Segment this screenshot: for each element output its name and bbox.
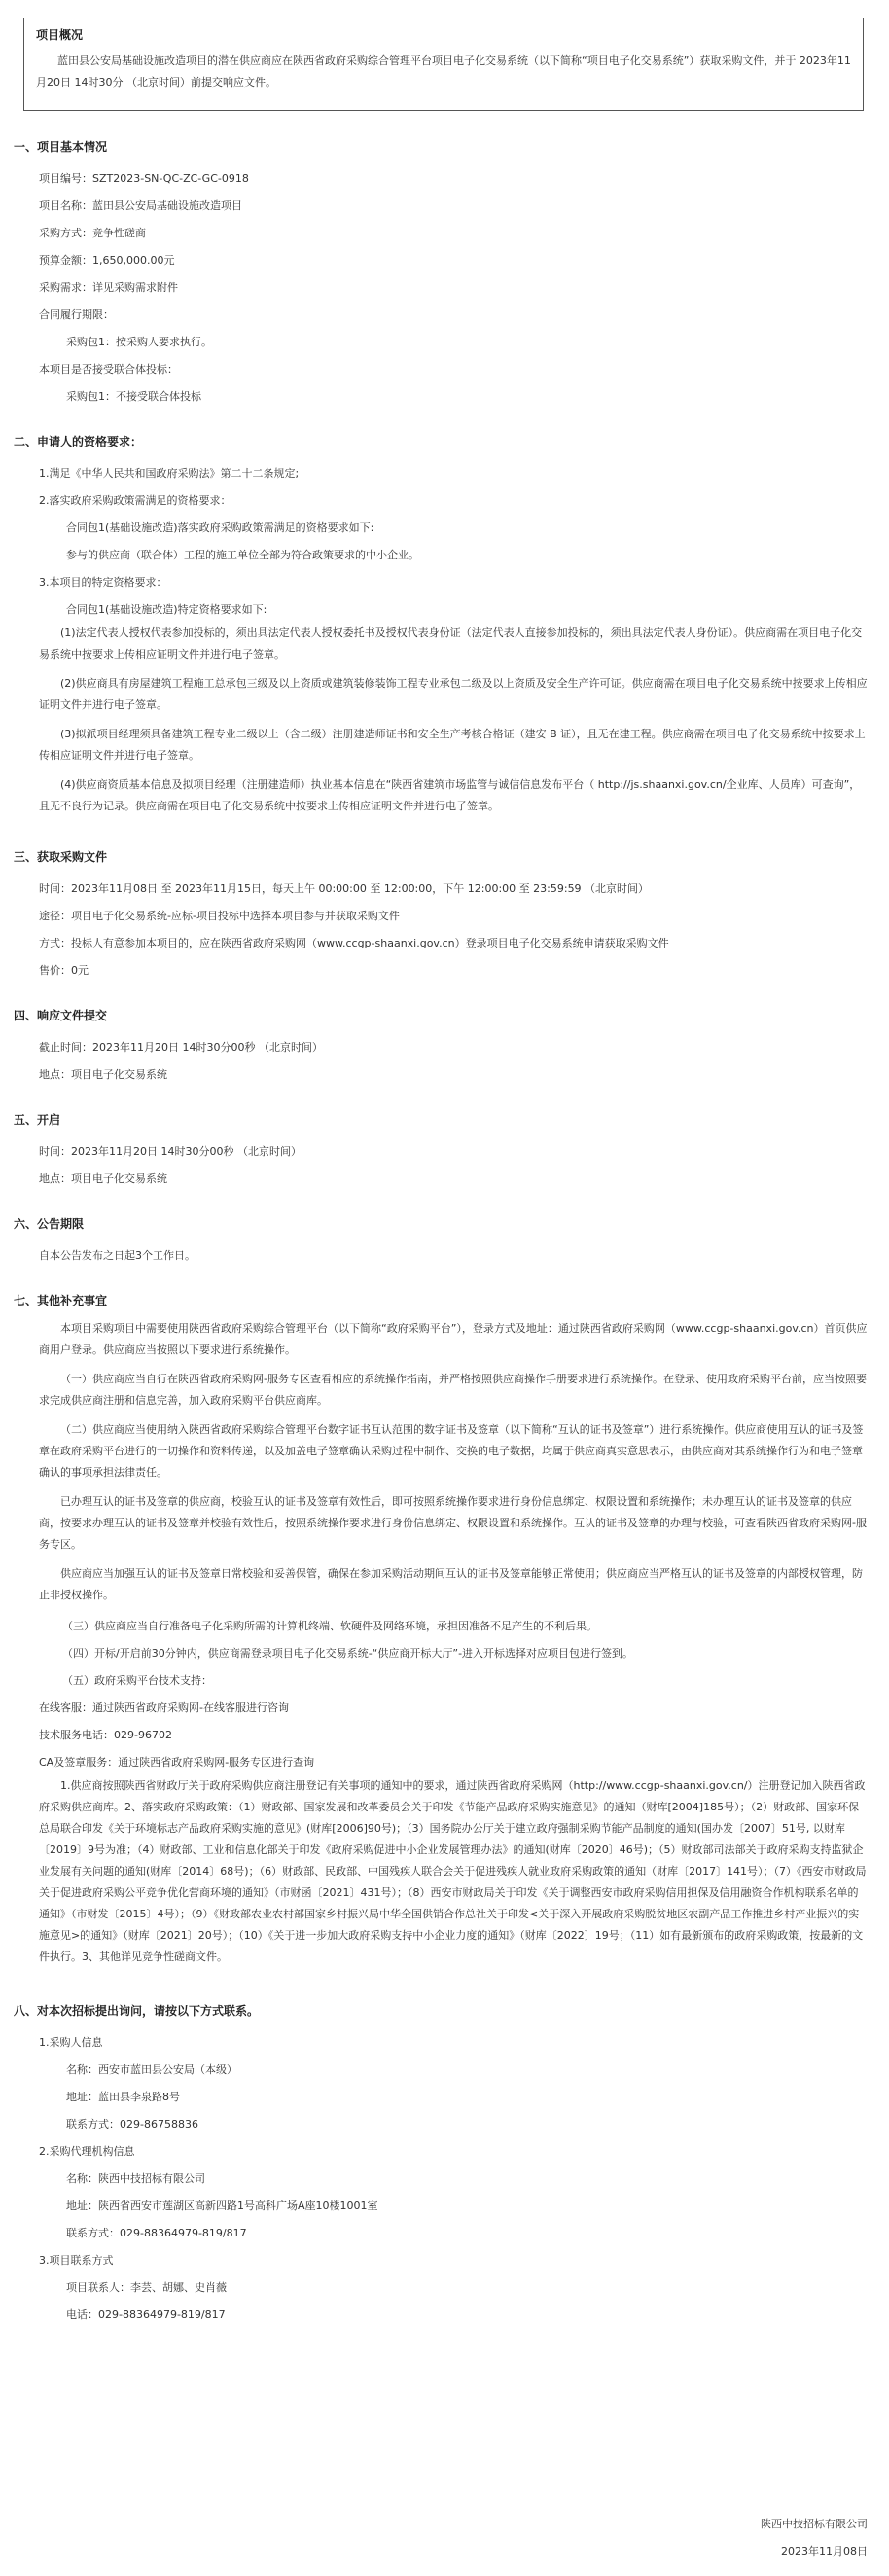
support-line: CA及签章服务：通过陕西省政府采购网-服务专区进行查询 bbox=[39, 1756, 315, 1769]
contact-line: 联系方式：029-88364979-819/817 bbox=[66, 2227, 247, 2239]
other-paragraph: 供应商应当加强互认的证书及签章日常校验和妥善保管，确保在参加采购活动期间互认的证书及签章能够正常使用；供应商应当严格互认的证书及签章的内部授权管理，防止非授权操作。 bbox=[39, 1567, 863, 1601]
info-line: 采购包1：按采购人要求执行。 bbox=[66, 336, 212, 348]
contact-heading: 2.采购代理机构信息 bbox=[39, 2145, 135, 2158]
other-line: （五）政府采购平台技术支持： bbox=[62, 1674, 212, 1687]
overview-title: 项目概况 bbox=[36, 28, 84, 42]
section-title-contact: 八、对本次招标提出询问，请按以下方式联系。 bbox=[14, 2004, 260, 2018]
project-overview-box bbox=[23, 18, 864, 111]
qualification-line: 参与的供应商（联合体）工程的施工单位全部为符合政策要求的中小企业。 bbox=[66, 549, 419, 561]
other-paragraph: （一）供应商应当自行在陕西省政府采购网-服务专区查看相应的系统操作指南，并严格按照供应商操作手册要求进行系统操作。在登录、使用政府采购平台前，应当按照要求完成供应商注册和信息完善，加入政府采购平台供应商库。 bbox=[39, 1373, 867, 1407]
support-line: 在线客服：通过陕西省政府采购网-在线客服进行咨询 bbox=[39, 1701, 289, 1714]
qualification-paragraph: (3)拟派项目经理须具备建筑工程专业二级以上（含二级）注册建造师证书和安全生产考核合格证（建安 B 证），且无在建工程。供应商需在项目电子化交易系统中按要求上传相应证明文件并进行电子签章。 bbox=[39, 728, 866, 762]
section-title-qualifications: 二、申请人的资格要求： bbox=[14, 435, 143, 448]
section-title-submission: 四、响应文件提交 bbox=[14, 1009, 108, 1022]
support-line: 技术服务电话：029-96702 bbox=[39, 1729, 172, 1741]
qualification-line: 2.落实政府采购政策需满足的资格要求： bbox=[39, 494, 231, 507]
other-line: （四）开标/开启前30分钟内，供应商需登录项目电子化交易系统-“供应商开标大厅”-进入开标选择对应项目包进行签到。 bbox=[62, 1647, 634, 1660]
qualification-paragraph: (2)供应商具有房屋建筑工程施工总承包三级及以上资质或建筑装修装饰工程专业承包二级及以上资质及安全生产许可证。供应商需在项目电子化交易系统中按要求上传相应证明文件并进行电子签章。 bbox=[39, 677, 868, 711]
other-paragraph: （二）供应商应当使用纳入陕西省政府采购综合管理平台数字证书互认范围的数字证书及签章（以下简称“互认的证书及签章”）进行系统操作。供应商使用互认的证书及签章在政府采购平台进行的一切操作和资料传递，以及加盖电子签章确认采购过程中制作、交换的电子数据，均属于供应商真实意思表示，由供应商对其系统操作行为和电子签章确认的事项承担法律责任。 bbox=[39, 1423, 864, 1479]
qualification-paragraph: (4)供应商资质基本信息及拟项目经理（注册建造师）执业基本信息在“陕西省建筑市场监管与诚信信息发布平台（ http://js.shaanxi.gov.cn/企业库、人员库）可查询”，且无不良行为记录。供应商需在项目电子化交易系统中按要求上传相应证明文件并进行电子签章。 bbox=[39, 778, 861, 812]
info-line: 项目名称：蓝田县公安局基础设施改造项目 bbox=[39, 199, 242, 212]
contact-line: 项目联系人：李芸、胡娜、史肖薇 bbox=[66, 2281, 227, 2294]
contact-line: 电话：029-88364979-819/817 bbox=[66, 2308, 226, 2321]
contact-heading: 1.采购人信息 bbox=[39, 2036, 103, 2049]
qualification-line: 3.本项目的特定资格要求： bbox=[39, 576, 167, 589]
info-line: 采购包1：不接受联合体投标 bbox=[66, 390, 201, 403]
obtain-line: 时间：2023年11月08日 至 2023年11月15日，每天上午 00:00:00 至 12:00:00，下午 12:00:00 至 23:59:59 （北京时间） bbox=[39, 882, 650, 895]
other-paragraph: 本项目采购项目中需要使用陕西省政府采购综合管理平台（以下简称“政府采购平台”），登录方式及地址：通过陕西省政府采购网（www.ccgp-shaanxi.gov.cn）首页供应商用户登录。供应商应当按照以下要求进行系统操作。 bbox=[39, 1322, 868, 1356]
opening-line: 时间：2023年11月20日 14时30分00秒 （北京时间） bbox=[39, 1145, 302, 1158]
signature-date: 2023年11月08日 bbox=[781, 2545, 868, 2558]
overview-text: 蓝田县公安局基础设施改造项目的潜在供应商应在陕西省政府采购综合管理平台项目电子化交易系统（以下简称“项目电子化交易系统”）获取采购文件，并于 2023年11月20日 14时30分 （北京时间）前提交响应文件。 bbox=[36, 54, 851, 89]
submission-line: 地点：项目电子化交易系统 bbox=[39, 1068, 167, 1081]
contact-line: 名称：陕西中技招标有限公司 bbox=[66, 2172, 205, 2185]
info-line: 本项目是否接受联合体投标： bbox=[39, 363, 178, 376]
other-paragraph: 已办理互认的证书及签章的供应商，校验互认的证书及签章有效性后，即可按照系统操作要求进行身份信息绑定、权限设置和系统操作；未办理互认的证书及签章的供应商，按要求办理互认的证书及签章并校验有效性后，按照系统操作要求进行身份信息绑定、权限设置和系统操作。互认的证书及签章的办理与校验，可查看陕西省政府采购网-服务专区。 bbox=[39, 1495, 867, 1551]
qualification-paragraph: (1)法定代表人授权代表参加投标的，须出具法定代表人授权委托书及授权代表身份证（法定代表人直接参加投标的，须出具法定代表人身份证）。供应商需在项目电子化交易系统中按要求上传相应证明文件并进行电子签章。 bbox=[39, 626, 863, 661]
info-line: 合同履行期限： bbox=[39, 308, 114, 321]
policy-paragraph: 1.供应商按照陕西省财政厅关于政府采购供应商注册登记有关事项的通知中的要求，通过陕西省政府采购网（http://www.ccgp-shaanxi.gov.cn/）注册登记加入陕西省政府采购供应商库。2、落实政府采购政策：（1）财政部、国家发展和改革委员会关于印发《节能产品政府采购实施意见》的通知（财库[2004]185号）；（2）财政部、国家环保总局联合印发《关于环境标志产品政府采购实施的意见》(财库[2006]90号)；（3）国务院办公厅关于建立政府强制采购节能产品制度的通知(国办发〔2007〕51号, 以财库〔2019〕9号为准；（4）财政部、工业和信息化部关于印发《政府采购促进中小企业发展管理办法》的通知(财库〔2020〕46号)；（5）财政部司法部关于政府采购支持监狱企业发展有关问题的通知(财库〔2014〕68号)；（6）财政部、民政部、中国残疾人联合会关于促进残疾人就业政府采购政策的通知（财库〔2017〕141号）；（7）《西安市财政局关于促进政府采购公平竞争优化营商环境的通知》（市财函〔2021〕431号）；（8）西安市财政局关于印发《关于调整西安市政府采购信用担保及信用融资合作机构联系名单的通知》（市财发〔2015〕4号）；（9）《财政部农业农村部国家乡村振兴局中华全国供销合作总社关于印发<关于深入开展政府采购脱贫地区农副产品工作推进乡村产业振兴的实施意见>的通知》（财库〔2021〕20号）；（10）《关于进一步加大政府采购支持中小企业力度的通知》（财库〔2022〕19号；（11）如有最新颁布的政府采购政策，按最新的文件执行。3、其他详见竞争性磋商文件。 bbox=[39, 1779, 867, 1963]
section-title-announcement-period: 六、公告期限 bbox=[14, 1217, 85, 1231]
contact-line: 地址：陕西省西安市莲湖区高新四路1号高科广场A座10楼1001室 bbox=[66, 2200, 378, 2212]
section-title-other-matters: 七、其他补充事宜 bbox=[14, 1294, 108, 1307]
qualification-line: 合同包1(基础设施改造)落实政府采购政策需满足的资格要求如下: bbox=[66, 521, 374, 534]
section-title-basic-info: 一、项目基本情况 bbox=[14, 140, 108, 154]
info-line: 采购需求：详见采购需求附件 bbox=[39, 281, 178, 294]
contact-heading: 3.项目联系方式 bbox=[39, 2254, 114, 2267]
qualification-line: 合同包1(基础设施改造)特定资格要求如下: bbox=[66, 603, 267, 616]
section-title-obtain-documents: 三、获取采购文件 bbox=[14, 850, 108, 864]
contact-line: 联系方式：029-86758836 bbox=[66, 2118, 198, 2130]
info-line: 采购方式：竞争性磋商 bbox=[39, 227, 146, 239]
info-line: 预算金额：1,650,000.00元 bbox=[39, 254, 175, 267]
section-title-opening: 五、开启 bbox=[14, 1113, 61, 1127]
opening-line: 地点：项目电子化交易系统 bbox=[39, 1172, 167, 1185]
contact-line: 名称：西安市蓝田县公安局（本级） bbox=[66, 2063, 237, 2076]
obtain-line: 售价：0元 bbox=[39, 964, 89, 977]
submission-line: 截止时间：2023年11月20日 14时30分00秒 （北京时间） bbox=[39, 1041, 323, 1054]
contact-line: 地址：蓝田县李泉路8号 bbox=[66, 2091, 180, 2103]
obtain-line: 方式：投标人有意参加本项目的，应在陕西省政府采购网（www.ccgp-shaanxi.gov.cn）登录项目电子化交易系统申请获取采购文件 bbox=[39, 937, 669, 949]
period-line: 自本公告发布之日起3个工作日。 bbox=[39, 1249, 196, 1262]
info-line: 项目编号：SZT2023-SN-QC-ZC-GC-0918 bbox=[39, 172, 249, 185]
qualification-line: 1.满足《中华人民共和国政府采购法》第二十二条规定; bbox=[39, 467, 300, 480]
other-line: （三）供应商应当自行准备电子化采购所需的计算机终端、软硬件及网络环境，承担因准备不足产生的不利后果。 bbox=[62, 1620, 597, 1632]
signature-org: 陕西中技招标有限公司 bbox=[761, 2518, 868, 2530]
obtain-line: 途径：项目电子化交易系统-应标-项目投标中选择本项目参与并获取采购文件 bbox=[39, 910, 400, 922]
